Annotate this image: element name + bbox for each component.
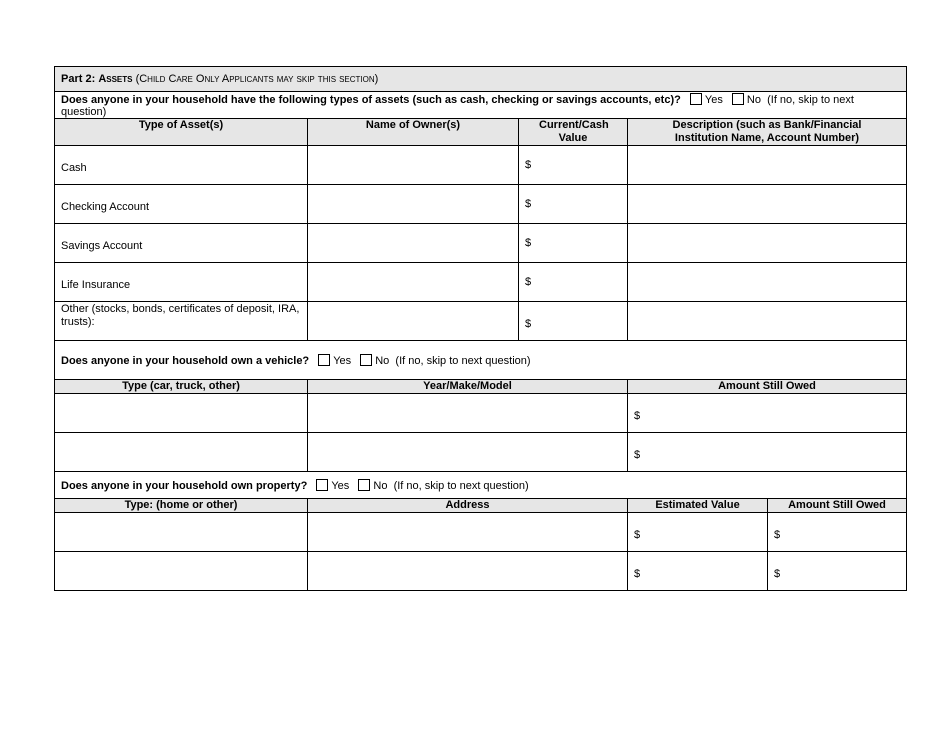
- asset-type-label: Cash: [55, 146, 308, 185]
- part-title: Assets: [98, 73, 133, 85]
- currency-symbol: $: [774, 568, 781, 580]
- assets-form-table: [54, 66, 907, 591]
- asset-type-label: Life Insurance: [55, 263, 308, 302]
- assets-no-label: No: [746, 93, 761, 106]
- asset-row-life-insurance: [55, 263, 907, 302]
- assets-header-row: [55, 119, 907, 146]
- vehicle-no-label: No: [375, 354, 390, 367]
- assets-no-checkbox[interactable]: [732, 93, 744, 105]
- asset-description-input[interactable]: [628, 185, 907, 224]
- part-header: [55, 67, 907, 92]
- property-type-input[interactable]: [55, 513, 308, 552]
- vehicle-row: [55, 394, 907, 433]
- property-header-estimated-value: Estimated Value: [628, 499, 768, 513]
- part-header-row: [55, 67, 907, 92]
- vehicle-yes-label: Yes: [333, 354, 352, 367]
- currency-symbol: $: [525, 318, 532, 330]
- property-no-label: No: [373, 479, 388, 492]
- asset-row-checking: [55, 185, 907, 224]
- currency-symbol: $: [525, 159, 532, 171]
- assets-header-description: Description (such as Bank/Financial Institution Name, Account Number): [628, 119, 907, 146]
- property-question: [55, 472, 907, 499]
- property-header-address: Address: [308, 499, 628, 513]
- assets-yes-label: Yes: [704, 93, 723, 106]
- asset-value-input[interactable]: [519, 224, 628, 263]
- property-header-row: [55, 499, 907, 513]
- assets-form: [54, 66, 906, 591]
- vehicle-yes-checkbox[interactable]: [318, 354, 330, 366]
- asset-description-input[interactable]: [628, 302, 907, 341]
- assets-skip-hint: (If no, skip to next question): [61, 93, 854, 118]
- vehicle-model-input[interactable]: [308, 433, 628, 472]
- asset-owner-input[interactable]: [308, 146, 519, 185]
- asset-row-cash: [55, 146, 907, 185]
- property-row: [55, 552, 907, 591]
- asset-owner-input[interactable]: [308, 224, 519, 263]
- property-address-input[interactable]: [308, 552, 628, 591]
- property-no-checkbox[interactable]: [358, 479, 370, 491]
- currency-symbol: $: [634, 449, 641, 461]
- vehicle-no-checkbox[interactable]: [360, 354, 372, 366]
- assets-question-text: Does anyone in your household have the following types of assets (such as cash, checking or savings accounts, etc)?: [61, 93, 681, 106]
- asset-value-input[interactable]: [519, 185, 628, 224]
- property-question-row: [55, 472, 907, 499]
- property-owed-input[interactable]: [768, 552, 907, 591]
- asset-row-savings: [55, 224, 907, 263]
- property-yes-label: Yes: [331, 479, 350, 492]
- asset-description-input[interactable]: [628, 263, 907, 302]
- vehicle-type-input[interactable]: [55, 433, 308, 472]
- asset-owner-input[interactable]: [308, 185, 519, 224]
- assets-header-type: Type of Asset(s): [55, 119, 308, 146]
- assets-yes-checkbox[interactable]: [690, 93, 702, 105]
- vehicle-row: [55, 433, 907, 472]
- vehicle-header-model: Year/Make/Model: [308, 380, 628, 394]
- property-yes-checkbox[interactable]: [316, 479, 328, 491]
- property-type-input[interactable]: [55, 552, 308, 591]
- part-note: (Child Care Only Applicants may skip this section): [135, 73, 379, 85]
- asset-type-label: Checking Account: [55, 185, 308, 224]
- currency-symbol: $: [634, 529, 641, 541]
- vehicle-owed-input[interactable]: [628, 433, 907, 472]
- asset-owner-input[interactable]: [308, 302, 519, 341]
- vehicle-owed-input[interactable]: [628, 394, 907, 433]
- property-value-input[interactable]: [628, 552, 768, 591]
- asset-description-input[interactable]: [628, 224, 907, 263]
- asset-value-input[interactable]: [519, 302, 628, 341]
- property-skip-hint: (If no, skip to next question): [393, 479, 529, 492]
- vehicle-header-row: [55, 380, 907, 394]
- property-address-input[interactable]: [308, 513, 628, 552]
- property-header-owed: Amount Still Owed: [768, 499, 907, 513]
- vehicle-question-row: [55, 341, 907, 380]
- vehicle-header-owed: Amount Still Owed: [628, 380, 907, 394]
- part-label: Part 2:: [61, 73, 96, 85]
- asset-value-input[interactable]: [519, 146, 628, 185]
- vehicle-skip-hint: (If no, skip to next question): [395, 354, 531, 367]
- currency-symbol: $: [634, 410, 641, 422]
- vehicle-model-input[interactable]: [308, 394, 628, 433]
- asset-owner-input[interactable]: [308, 263, 519, 302]
- currency-symbol: $: [525, 198, 532, 210]
- vehicle-header-type: Type (car, truck, other): [55, 380, 308, 394]
- property-owed-input[interactable]: [768, 513, 907, 552]
- vehicle-question: [55, 341, 907, 380]
- asset-description-input[interactable]: [628, 146, 907, 185]
- property-value-input[interactable]: [628, 513, 768, 552]
- assets-question-row: [55, 92, 907, 119]
- assets-header-owner: Name of Owner(s): [308, 119, 519, 146]
- currency-symbol: $: [525, 276, 532, 288]
- property-question-text: Does anyone in your household own property?: [61, 479, 308, 492]
- currency-symbol: $: [774, 529, 781, 541]
- assets-question: [55, 92, 907, 119]
- vehicle-type-input[interactable]: [55, 394, 308, 433]
- asset-type-label: Savings Account: [55, 224, 308, 263]
- asset-row-other: [55, 302, 907, 341]
- property-header-type: Type: (home or other): [55, 499, 308, 513]
- vehicle-question-text: Does anyone in your household own a vehicle?: [61, 354, 310, 367]
- property-row: [55, 513, 907, 552]
- currency-symbol: $: [525, 237, 532, 249]
- assets-header-value: Current/Cash Value: [519, 119, 628, 146]
- currency-symbol: $: [634, 568, 641, 580]
- asset-type-label: Other (stocks, bonds, certificates of deposit, IRA, trusts):: [55, 302, 308, 341]
- asset-value-input[interactable]: [519, 263, 628, 302]
